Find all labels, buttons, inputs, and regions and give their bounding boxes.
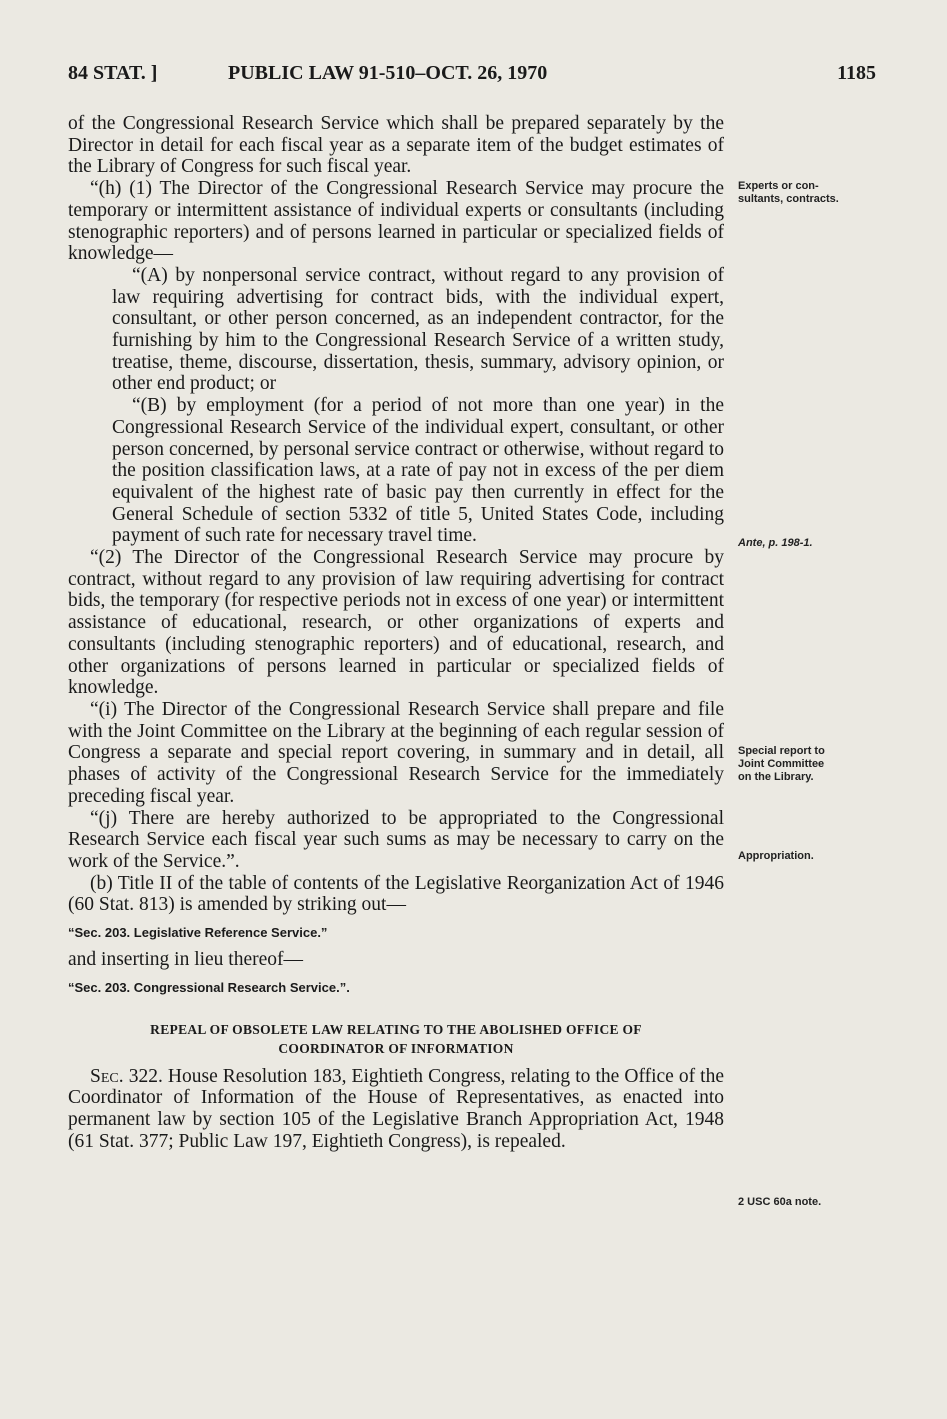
page-number: 1185 bbox=[837, 62, 876, 84]
section-heading-line-2: COORDINATOR OF INFORMATION bbox=[278, 1040, 514, 1056]
paragraph-h1: “(h) (1) The Director of the Congressional Research Service may procure the temporary or intermittent assistance of individual experts or consultants (including stenographic reporters) and of persons learned in particular or specialized fields of knowledge— bbox=[68, 178, 724, 265]
page-header bbox=[68, 62, 876, 88]
section-label: Sec. bbox=[90, 1065, 124, 1087]
body-text bbox=[68, 113, 724, 1153]
statute-volume: 84 STAT. ] bbox=[68, 62, 158, 84]
paragraph-h2: “(2) The Director of the Congressional Research Service may procure by contract, without regard to any provision of law requiring advertising for contract bids, the temporary (for respective periods not in excess of one year) or intermittent assistance of educational, research, or other organizations of experts and consultants (including stenographic reporters) and of educational, research, and other organizations of persons learned in particular or specialized fields of knowledge. bbox=[68, 547, 724, 699]
margin-note-usc: 2 USC 60a note. bbox=[738, 1196, 822, 1208]
section-322-text: 322. House Resolution 183, Eightieth Congress, relating to the Office of the Coordinator of Information of the House of Representatives, as enacted into permanent law by section 105 of the Legislative Branch Appropriation Act, 1948 (61 Stat. 377; Public Law 197, Eightieth Congress), is repealed. bbox=[68, 1065, 725, 1152]
paragraph-b: (b) Title II of the table of contents of the Legislative Reorganization Act of 1946 (60 Stat. 813) is amended by striking out— bbox=[68, 872, 724, 916]
section-heading bbox=[68, 1020, 724, 1058]
paragraph-continuation: of the Congressional Research Service which shall be prepared separately by the Director in detail for each fiscal year as a separate item of the budget estimates of the Library of Congress for such fiscal year. bbox=[68, 113, 724, 178]
margin-note-experts: Experts or con- sultants, contracts. bbox=[738, 180, 839, 205]
paragraph-h1-A: “(A) by nonpersonal service contract, without regard to any provision of law requiring advertising for contract bids, with the individual expert, consultant, or other person concerned, as an independent contractor, for the furnishing by him to the Congressional Research Service of a written study, treatise, theme, discourse, dissertation, thesis, summary, advisory opinion, or other end product; or bbox=[112, 264, 724, 395]
struck-entry: “Sec. 203. Legislative Reference Service.” bbox=[68, 925, 328, 941]
margin-note-special-report: Special report to Joint Committee on the Library. bbox=[738, 745, 825, 783]
paragraph-i: “(i) The Director of the Congressional Research Service shall prepare and file with the Joint Committee on the Library at the beginning of each regular session of Congress a separate and special report covering, in summary and in detail, all phases of activity of the Congressional Research Service for the immediately preceding fiscal year. bbox=[68, 698, 724, 807]
paragraph-j: “(j) There are hereby authorized to be appropriated to the Congressional Research Service each fiscal year such sums as may be necessary to carry on the work of the Service.”. bbox=[68, 807, 724, 872]
section-322 bbox=[68, 1066, 724, 1153]
margin-note-ante: Ante, p. 198-1. bbox=[738, 537, 813, 549]
running-title: PUBLIC LAW 91-510–OCT. 26, 1970 bbox=[228, 62, 548, 84]
paragraph-h1-B: “(B) by employment (for a period of not more than one year) in the Congressional Research Service of the individual expert, consultant, or other person concerned, by personal service contract or otherwise, without regard to the position classification laws, at a rate of pay not in excess of the per diem equivalent of the highest rate of basic pay then currently in effect for the General Schedule of section 5332 of title 5, United States Code, including payment of such rate for necessary travel time. bbox=[112, 395, 724, 547]
margin-note-appropriation: Appropriation. bbox=[738, 850, 814, 862]
paragraph-inserting: and inserting in lieu thereof— bbox=[68, 949, 304, 971]
inserted-entry: “Sec. 203. Congressional Research Service.”. bbox=[68, 979, 350, 995]
section-heading-line-1: REPEAL OF OBSOLETE LAW RELATING TO THE ABOLISHED OFFICE OF bbox=[150, 1021, 642, 1037]
